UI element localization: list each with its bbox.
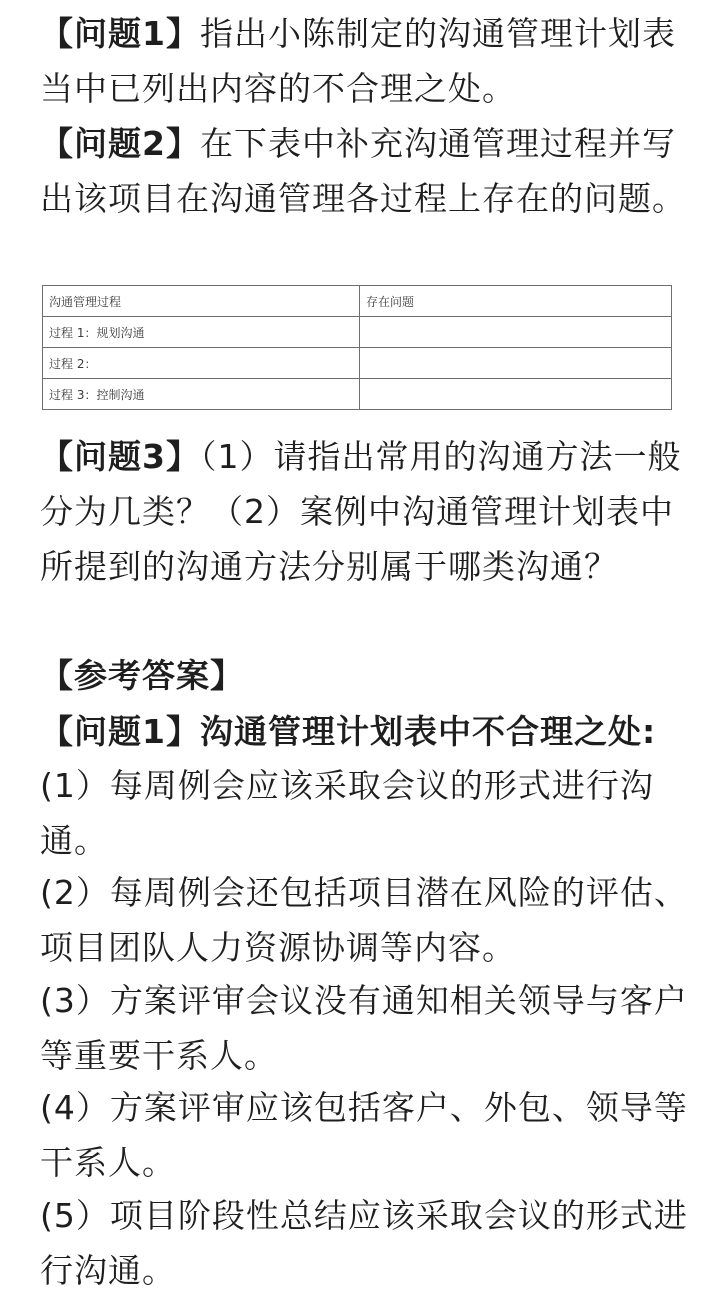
- answer-item: (2）每周例会还包括项目潜在风险的评估、项目团队人力资源协调等内容。: [40, 873, 688, 967]
- question-1-label: 【问题1】: [40, 14, 200, 53]
- question-1: [40, 6, 688, 116]
- table-cell: 过程 1：规划沟通: [43, 317, 360, 348]
- answer-item: (3）方案评审会议没有通知相关领导与客户等重要干系人。: [40, 981, 688, 1075]
- answer-item: (5）项目阶段性总结应该采取会议的形式进行沟通。: [40, 1196, 688, 1290]
- question-3-text: （1）请指出常用的沟通方法一般分为几类？（2）案例中沟通管理计划表中所提到的沟通方法分别属于哪类沟通？: [40, 437, 682, 586]
- table-cell: 过程 3：控制沟通: [43, 379, 360, 410]
- answer-item: (4）方案评审应该包括客户、外包、领导等干系人。: [40, 1088, 688, 1182]
- question-2-text: 在下表中补充沟通管理过程并写出该项目在沟通管理各过程上存在的问题。: [40, 124, 686, 218]
- question-2: [40, 116, 688, 226]
- answer-q1-heading: 【问题1】沟通管理计划表中不合理之处:: [40, 712, 657, 751]
- question-2-label: 【问题2】: [40, 124, 200, 163]
- table-row: [43, 379, 672, 410]
- table-cell: 过程 2：: [43, 348, 360, 379]
- question-1-text: 指出小陈制定的沟通管理计划表当中已列出内容的不合理之处。: [40, 14, 676, 108]
- table-row: [43, 348, 672, 379]
- question-3: [40, 429, 688, 594]
- answer-item: (1）每周例会应该采取会议的形式进行沟通。: [40, 766, 654, 860]
- table-cell: [360, 348, 672, 379]
- question-3-label: 【问题3】: [40, 437, 200, 476]
- table-cell: [360, 317, 672, 348]
- table-header-problem: 存在问题: [360, 286, 672, 317]
- table-cell: [360, 379, 672, 410]
- table-header-row: [43, 286, 672, 317]
- answer-heading: 【参考答案】: [40, 656, 244, 695]
- communication-process-table: [42, 285, 672, 410]
- table-header-process: 沟通管理过程: [43, 286, 360, 317]
- table-row: [43, 317, 672, 348]
